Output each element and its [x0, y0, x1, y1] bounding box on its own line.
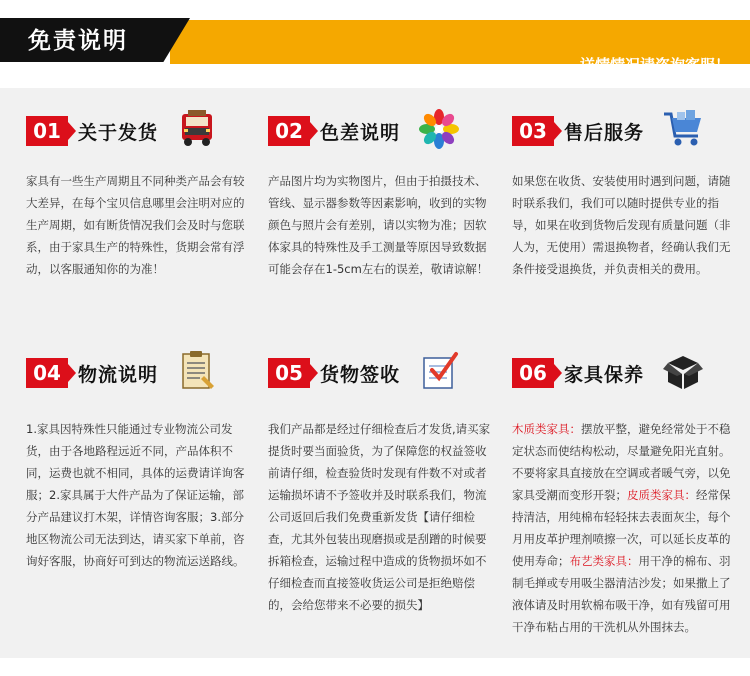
card-title: 货物签收: [320, 364, 401, 386]
color-wheel-icon: [418, 108, 460, 150]
card-title: 色差说明: [320, 122, 401, 144]
care-label-fabric: 布艺类家具：: [569, 554, 639, 568]
card-body: 如果您在收货、安装使用时遇到问题，请随时联系我们，我们可以随时提供专业的指导，如果在收到货物后发现有质量问题（非人为，无使用）需退换物者，经确认我们无条件接受退换货，并负责相关的费用。: [512, 174, 731, 276]
page-title: 免责说明: [28, 28, 128, 54]
clipboard-list-icon: [176, 350, 218, 392]
header-banner: [170, 20, 750, 74]
care-text-leather: 经常保持清洁，用纯棉布轻轻抹去表面灰尘，每个月用皮革护理剂喷擦一次，可以延长皮革的使用寿命；: [512, 488, 731, 568]
card-after-sales: [512, 114, 738, 276]
care-label-leather: 皮质类家具：: [627, 488, 696, 502]
card-body: 家具有一些生产周期且不同种类产品会有较大差异，在每个宝贝信息哪里会注明对应的生产周期，如有断货情况我们会及时与您联系，由于家具生产的特殊性，货期会常有浮动，以客服通知你的为准！: [26, 174, 245, 276]
shopping-cart-icon: [662, 108, 704, 150]
care-text-wood: 摆放平整，避免经常处于不稳定状态而使结构松动，尽量避免阳光直射。不要将家具直接放在空调或者暖气旁，以免家具受潮而变形开裂；: [512, 422, 731, 502]
card-number: 04: [26, 358, 68, 388]
card-title: 家具保养: [564, 364, 645, 386]
box-icon: [662, 350, 704, 392]
card-furniture-care: [512, 356, 738, 634]
card-title: 物流说明: [78, 364, 159, 386]
card-logistics: [26, 356, 252, 568]
card-body: [512, 418, 738, 638]
card-number: 02: [268, 116, 310, 146]
page-header: [0, 0, 750, 74]
card-number: 05: [268, 358, 310, 388]
card-color-difference: [268, 114, 494, 276]
card-body: 产品图片均为实物图片，但由于拍摄技术、管线、显示器参数等因素影响，收到的实物颜色与照片会有差别，请以实物为准；因软体家具的特殊性及手工测量等原因导致数据可能会存在1-5cm左右的误差，敬请谅解！: [268, 174, 489, 276]
header-right-text: 详情情况请咨询客服！: [579, 56, 730, 74]
delivery-truck-icon: [176, 108, 218, 150]
card-body: 1.家具因特殊性只能通过专业物流公司发货，由于各地路程远近不同，产品体积不同，运费也就不相同，具体的运费请详询客服；2.家具属于大件产品为了保证运输，部分产品建议打木架，详情咨询客服；3.部分地区物流公司无法到达，请买家下单前，咨询好客服，协商好可到达的物流运送路线。: [26, 422, 245, 568]
care-text-fabric: 用干净的棉布、羽制毛掸或专用吸尘器清洁沙发；如果撒上了液体请及时用软棉布吸干净，如有残留可用干净布粘占用的干洗机从外围抹去。: [512, 554, 731, 634]
card-title: 关于发货: [78, 122, 159, 144]
care-label-wood: 木质类家具：: [512, 422, 581, 436]
card-body: 我们产品都是经过仔细检查后才发货,请买家提货时要当面验货，为了保障您的权益签收前请仔细，检查验货时发现有件数不对或者运输损坏请不予签收并及时联系我们，物流公司返回后我们免费重新发货【请仔细检查，尤其外包装出现磨损或是刮蹭的时候要拆箱检查，运输过程中造成的货物损坏如不仔细检查而直接签收货运公司是拒绝赔偿的，会给您带来不必要的损失】: [268, 422, 491, 612]
card-number: 03: [512, 116, 554, 146]
card-goods-receipt: [268, 356, 494, 612]
card-number: 01: [26, 116, 68, 146]
card-title: 售后服务: [564, 122, 645, 144]
checklist-icon: [418, 350, 460, 392]
card-number: 06: [512, 358, 554, 388]
card-shipping: [26, 114, 252, 276]
